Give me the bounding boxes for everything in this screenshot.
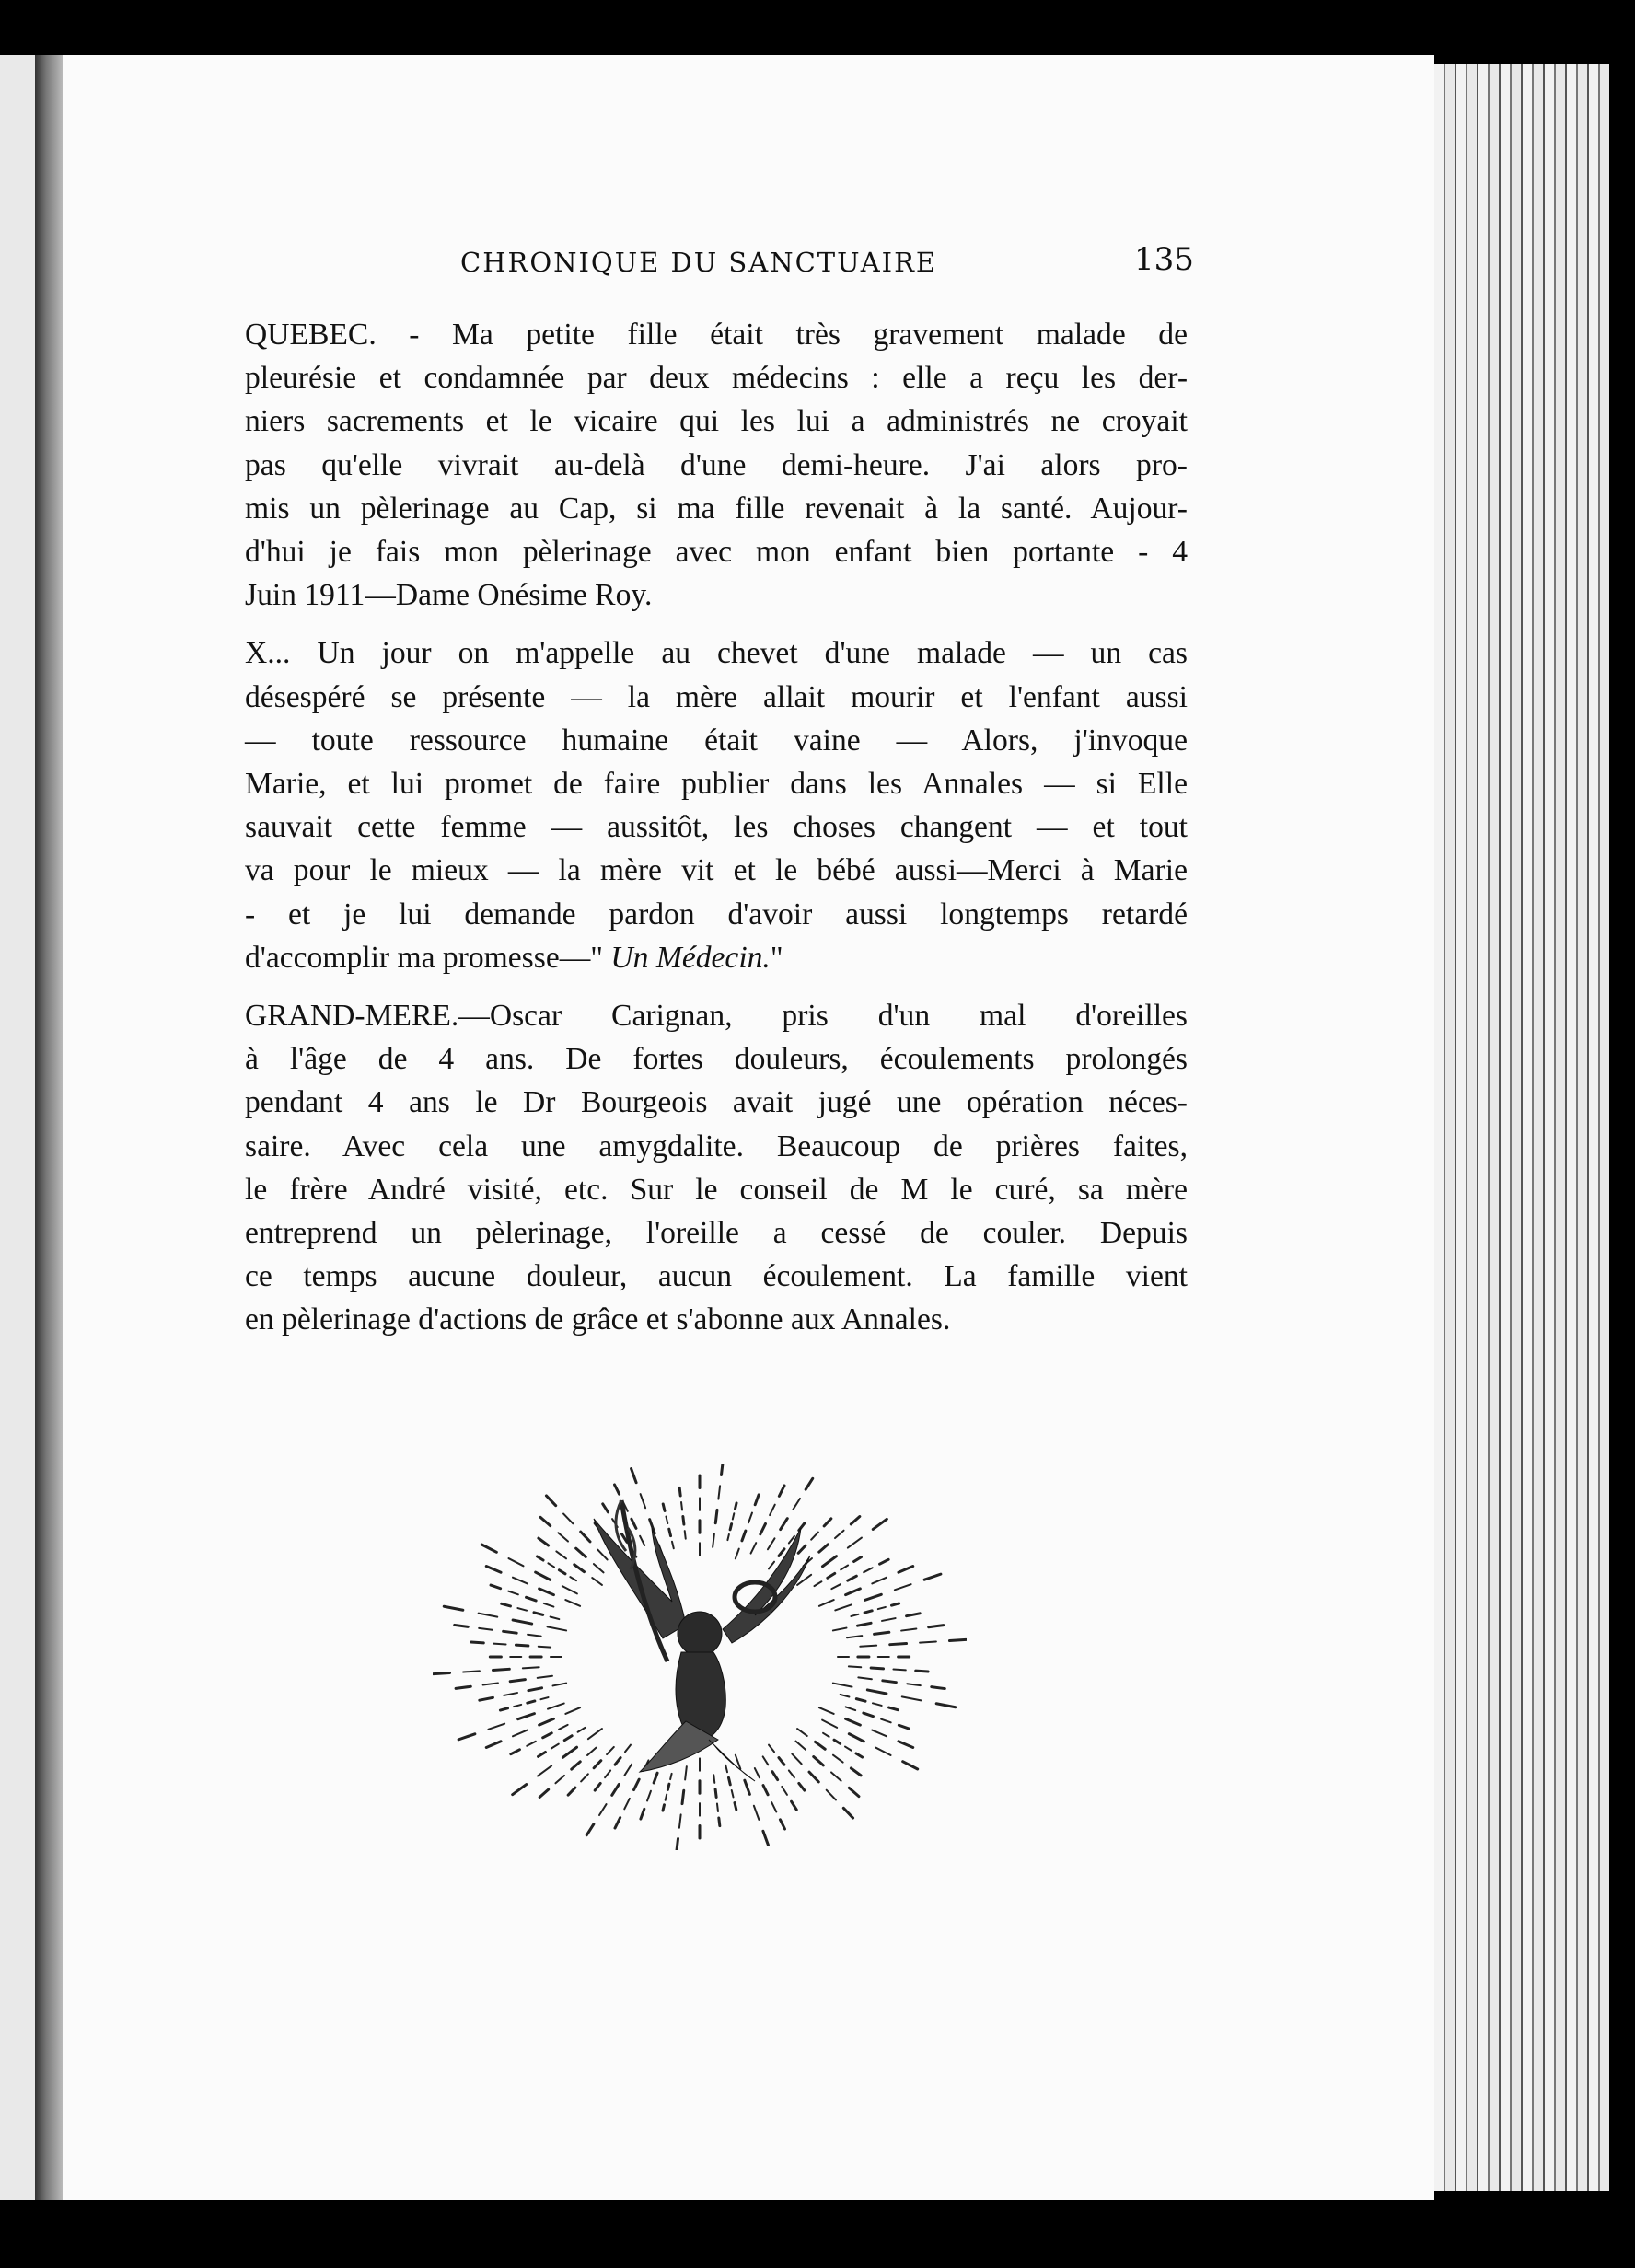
ray-dash (632, 1519, 636, 1528)
ray-dash (873, 1703, 882, 1706)
ray-dash (728, 1777, 730, 1784)
ray-dash (641, 1494, 646, 1508)
ray-dash (717, 1803, 718, 1811)
ray-dash (833, 1628, 847, 1631)
ray-dash (881, 1719, 891, 1723)
text-line: Juin 1911—Dame Onésime Roy. (245, 578, 653, 613)
ray-dash (513, 1785, 527, 1795)
ray-dash (514, 1705, 521, 1707)
ray-dash (500, 1708, 507, 1710)
ray-dash (568, 1788, 575, 1795)
paragraph-grand-mere (204, 994, 1188, 1342)
text-line: va pour le mieux — la mère vit et le bébé aussi—Merci à Marie (245, 853, 1188, 888)
ray-dash (572, 1762, 581, 1769)
ray-dash (510, 1680, 525, 1682)
ray-dash (539, 1718, 554, 1725)
ray-dash (588, 1729, 602, 1739)
ray-dash (603, 1504, 609, 1512)
ray-dash (666, 1517, 667, 1523)
ray-dash (831, 1584, 841, 1589)
ray-dash (544, 1603, 554, 1607)
ray-dash (819, 1707, 834, 1714)
ray-dash (857, 1623, 871, 1626)
ray-dash (763, 1756, 769, 1765)
ray-dash (574, 1565, 585, 1572)
ray-dash (479, 1628, 493, 1630)
paragraph-quebec (204, 313, 1188, 617)
ray-dash (872, 1730, 887, 1737)
ray-dash (851, 1614, 858, 1616)
ray-dash (486, 1742, 501, 1748)
ray-dash (563, 1514, 573, 1524)
ray-dash (848, 1576, 857, 1580)
ray-dash (779, 1549, 784, 1556)
ray-dash (562, 1747, 576, 1757)
ray-dash (463, 1671, 480, 1672)
ray-dash (548, 1626, 567, 1630)
ray-dash (770, 1505, 775, 1515)
ray-dash (760, 1523, 766, 1533)
ray-dash (513, 1578, 528, 1584)
ray-dash (843, 1808, 852, 1818)
text-line: pendant 4 ans le Dr Bourgeois avait jugé une opération néces- (245, 1085, 1188, 1120)
ray-dash (899, 1742, 913, 1748)
ray-dash (679, 1814, 681, 1827)
ray-dash (769, 1562, 774, 1569)
text-line: - et je lui demande pardon d'avoir aussi longtemps retardé (245, 897, 1188, 932)
ray-dash (819, 1600, 834, 1606)
text-line: QUEBEC. - Ma petite fille était très gravement malade de (245, 318, 1188, 352)
ray-dash (672, 1542, 674, 1548)
ray-dash (458, 1734, 475, 1740)
ray-dash (860, 1646, 876, 1647)
ray-dash (895, 1584, 911, 1590)
ray-dash (849, 1734, 864, 1742)
ray-dash (780, 1820, 784, 1829)
ray-dash (539, 1647, 551, 1648)
ray-dash (543, 1733, 552, 1738)
ray-dash (727, 1534, 728, 1540)
ray-dash (893, 1670, 905, 1671)
text-line: pas qu'elle vivrait au-delà d'une demi-heure. J'ai alors pro- (245, 447, 1188, 482)
ray-dash (667, 1784, 668, 1789)
ray-dash (732, 1790, 734, 1797)
ray-dash (670, 1774, 671, 1779)
ray-dash (540, 1697, 548, 1699)
ray-dash (841, 1566, 848, 1570)
ray-dash (873, 1519, 887, 1529)
ray-dash (551, 1616, 560, 1619)
ray-dash (715, 1789, 716, 1798)
signature-italic: Un Médecin. (603, 940, 771, 975)
ray-dash (742, 1531, 746, 1541)
ray-dash (481, 1545, 496, 1552)
ray-dash (875, 1748, 890, 1755)
ray-dash (483, 1683, 498, 1684)
ray-dash (679, 1487, 680, 1496)
paragraph-medecin (204, 631, 1188, 979)
ray-dash (878, 1607, 886, 1609)
ray-dash (715, 1510, 717, 1522)
ray-dash (833, 1684, 852, 1687)
ray-dash (597, 1550, 607, 1560)
ray-dash (640, 1536, 644, 1545)
ray-dash (605, 1770, 610, 1777)
ray-dash (683, 1517, 684, 1525)
ray-dash (632, 1469, 637, 1483)
ray-dash (736, 1549, 739, 1559)
ray-dash (833, 1755, 843, 1763)
ray-dash (666, 1794, 667, 1799)
ray-dash (902, 1696, 922, 1700)
ray-dash (534, 1613, 543, 1615)
text-line: ce temps aucune douleur, aucun écoulement. La famille vient (245, 1259, 1188, 1294)
ray-dash (455, 1625, 469, 1626)
ray-dash (559, 1570, 565, 1574)
ray-dash (771, 1802, 776, 1811)
ray-dash (595, 1783, 600, 1790)
ray-dash (936, 1704, 956, 1707)
ray-dash (540, 1517, 551, 1525)
ray-dash (539, 1538, 549, 1545)
ray-dash (624, 1799, 630, 1809)
scan-border-right (1609, 0, 1635, 2268)
ray-dash (755, 1495, 759, 1505)
ray-dash (789, 1770, 794, 1777)
ray-dash (828, 1573, 835, 1578)
ray-dash (578, 1728, 586, 1732)
ray-dash (713, 1533, 714, 1546)
ray-dash (508, 1558, 523, 1566)
ray-dash (806, 1478, 813, 1489)
ray-dash (504, 1631, 517, 1633)
ray-dash (538, 1765, 551, 1776)
ray-dash (772, 1772, 778, 1780)
ray-dash (730, 1524, 731, 1530)
ray-dash (570, 1577, 576, 1580)
ray-dash (719, 1818, 720, 1826)
ray-dash (899, 1567, 913, 1573)
ray-dash (875, 1632, 889, 1634)
ray-dash (516, 1645, 528, 1646)
ray-dash (456, 1686, 470, 1688)
signature-prefix: d'accomplir ma promesse—" (245, 940, 604, 975)
ray-dash (607, 1747, 614, 1754)
ray-dash (548, 1704, 564, 1709)
ray-dash (539, 1589, 554, 1595)
ray-dash (856, 1699, 865, 1702)
ray-dash (872, 1578, 887, 1584)
ray-dash (612, 1784, 620, 1795)
ray-dash (511, 1750, 520, 1754)
ray-dash (795, 1742, 806, 1750)
ray-dash (748, 1513, 752, 1523)
ray-dash (586, 1824, 594, 1835)
ray-dash (564, 1736, 572, 1741)
ray-dash (871, 1668, 883, 1669)
body-text (204, 313, 1188, 1357)
ray-dash (891, 1603, 899, 1605)
ray-dash (814, 1581, 821, 1586)
ray-dash (528, 1688, 542, 1691)
ray-dash (518, 1714, 535, 1719)
ray-dash (594, 1564, 604, 1572)
ray-dash (901, 1628, 916, 1630)
angel-vignette-icon (433, 1464, 967, 1850)
ray-dash (924, 1574, 941, 1580)
text-line: le frère André visité, etc. Sur le conseil de M le curé, sa mère (245, 1172, 1188, 1207)
ray-dash (816, 1742, 826, 1749)
ray-dash (847, 1636, 862, 1637)
ray-dash (851, 1517, 860, 1524)
ray-dash (663, 1805, 664, 1811)
ray-dash (864, 1568, 873, 1572)
ray-dash (663, 1504, 665, 1510)
ray-dash (865, 1594, 882, 1600)
ray-dash (769, 1745, 774, 1753)
ray-dash (793, 1498, 800, 1510)
ray-dash (491, 1585, 501, 1589)
ray-dash (471, 1642, 483, 1643)
ray-dash (634, 1779, 640, 1789)
ray-dash (594, 1761, 601, 1768)
ray-dash (523, 1667, 539, 1668)
ray-dash (624, 1765, 632, 1776)
ray-dash (763, 1831, 769, 1845)
ray-dash (685, 1766, 687, 1779)
ray-dash (444, 1606, 463, 1610)
ray-dash (587, 1748, 597, 1755)
ray-dash (751, 1543, 757, 1553)
ray-dash (681, 1502, 682, 1510)
ray-dash (553, 1684, 567, 1686)
ray-dash (615, 1818, 620, 1828)
ray-dash (824, 1519, 831, 1526)
ray-dash (799, 1523, 805, 1531)
ray-dash (735, 1803, 736, 1810)
ray-dash (811, 1533, 818, 1540)
ray-dash (819, 1545, 829, 1552)
text-line: — toute ressource humaine était vaine — Alors, j'invoque (245, 723, 1188, 758)
ray-dash (822, 1556, 836, 1567)
ray-dash (849, 1788, 859, 1796)
ray-dash (559, 1725, 568, 1730)
ray-dash (592, 1578, 602, 1585)
ray-dash (846, 1707, 856, 1710)
ray-dash (480, 1697, 493, 1700)
ray-dash (479, 1614, 498, 1617)
ray-dash (835, 1604, 852, 1610)
ray-dash (548, 1563, 554, 1567)
ray-dash (907, 1684, 921, 1685)
ray-dash (536, 1572, 551, 1580)
text-line: désespéré se présente — la mère allait mourir et l'enfant aussi (245, 679, 1188, 714)
facing-page-edge (0, 55, 35, 2200)
ray-dash (822, 1720, 837, 1728)
ray-dash (493, 1669, 509, 1670)
ray-dash (493, 1644, 505, 1645)
ray-dash (641, 1809, 644, 1819)
ray-dash (718, 1486, 720, 1498)
ray-dash (615, 1485, 620, 1494)
ray-dash (907, 1614, 921, 1616)
ray-dash (846, 1589, 861, 1595)
ray-dash (539, 1789, 549, 1797)
ray-dash (581, 1774, 588, 1781)
ray-dash (841, 1695, 850, 1697)
ray-dash (755, 1768, 760, 1777)
ray-dash (932, 1687, 945, 1689)
ray-dash (669, 1529, 671, 1535)
text-line: en pèlerinage d'actions de grâce et s'abonne aux Annales. (245, 1302, 951, 1337)
ray-dash (555, 1776, 564, 1783)
ray-dash (854, 1557, 862, 1562)
ray-dash (929, 1626, 944, 1627)
ray-dash (677, 1839, 678, 1850)
ray-dash (814, 1757, 824, 1765)
ray-dash (527, 1597, 537, 1601)
ray-dash (779, 1758, 784, 1765)
ray-dash (903, 1762, 918, 1769)
ray-dash (880, 1559, 889, 1564)
ray-dash (851, 1768, 861, 1776)
ray-dash (488, 1724, 504, 1730)
ray-dash (556, 1551, 566, 1558)
ray-dash (846, 1718, 861, 1725)
ray-dash (889, 1707, 899, 1710)
ray-dash (920, 1641, 936, 1642)
ray-dash (551, 1744, 559, 1749)
ray-dash (721, 1464, 723, 1475)
ray-dash (599, 1804, 607, 1815)
ray-dash (537, 1556, 543, 1560)
ray-dash (797, 1729, 807, 1736)
ray-dash (615, 1758, 620, 1765)
ray-dash (849, 1666, 861, 1667)
ray-dash (745, 1780, 750, 1794)
text-line: sauvait cette femme — aussitôt, les choses changent — et tout (245, 810, 1188, 845)
ray-dash (685, 1531, 686, 1539)
ray-dash (576, 1548, 586, 1556)
ray-dash (513, 1620, 532, 1624)
ray-dash (827, 1790, 836, 1800)
ray-dash (848, 1538, 862, 1548)
ray-dash (625, 1745, 631, 1753)
text-line: Marie, et lui promet de faire publier dans les Annales — si Elle (245, 767, 1188, 802)
text-line: X... Un jour on m'appelle au chevet d'une malade — un cas (245, 636, 1188, 671)
text-line: saire. Avec cela une amygdalite. Beaucoup de prières faites, (245, 1128, 1188, 1163)
ray-dash (809, 1772, 818, 1782)
ray-dash (682, 1790, 684, 1803)
ray-dash (831, 1772, 841, 1780)
ray-dash (581, 1532, 590, 1542)
text-line (204, 936, 1188, 979)
ray-dash (565, 1707, 580, 1714)
page-stack-edge (1434, 64, 1609, 2191)
ray-dash (754, 1806, 760, 1820)
ray-dash (864, 1611, 872, 1613)
ray-dash (527, 1742, 536, 1746)
ray-dash (565, 1600, 580, 1606)
ray-dash (834, 1740, 841, 1743)
ray-dash (864, 1713, 874, 1717)
text-line: niers sacrements et le vicaire qui les lui a administrés ne croyait (245, 404, 1188, 439)
ray-dash (647, 1791, 651, 1801)
ray-dash (823, 1733, 829, 1737)
ray-dash (768, 1538, 775, 1549)
text-line: d'hui je fais mon pèlerinage avec mon enfant bien portante - 4 (245, 535, 1188, 570)
text-line: à l'âge de 4 ans. De fortes douleurs, écoulements prolongés (245, 1042, 1188, 1077)
ray-dash (899, 1725, 909, 1729)
ray-dash (798, 1545, 806, 1553)
ray-dash (949, 1639, 966, 1640)
ray-dash (504, 1693, 517, 1695)
ray-dash (782, 1787, 787, 1795)
ray-dash (867, 1690, 887, 1694)
ray-dash (654, 1773, 657, 1783)
text-line: mis un pèlerinage au Cap, si ma fille revenait à la santé. Aujour- (245, 491, 1188, 526)
book-gutter (35, 55, 63, 2200)
ray-dash (538, 1676, 552, 1678)
page-number: 135 (1134, 241, 1194, 278)
text-line: pleurésie et condamnée par deux médecins : elle a reçu les der- (245, 361, 1188, 396)
text-line: entreprend un pèlerinage, l'oreille a cessé de couler. Depuis (245, 1216, 1188, 1251)
ray-dash (517, 1608, 527, 1611)
ray-dash (508, 1591, 518, 1595)
ray-dash (434, 1672, 450, 1673)
ray-dash (713, 1775, 714, 1783)
ray-dash (513, 1730, 528, 1737)
ray-dash (845, 1747, 852, 1751)
ray-dash (792, 1801, 797, 1810)
ray-dash (528, 1635, 541, 1637)
ray-dash (882, 1618, 896, 1621)
ray-dash (883, 1681, 897, 1683)
ray-dash (562, 1586, 577, 1593)
ray-dash (486, 1567, 501, 1573)
ray-dash (916, 1671, 928, 1672)
ray-dash (799, 1783, 805, 1790)
ray-dash (558, 1533, 568, 1541)
ray-dash (858, 1677, 872, 1679)
ray-dash (539, 1752, 546, 1756)
ray-dash (546, 1496, 555, 1506)
ray-dash (781, 1519, 788, 1530)
ray-dash (528, 1701, 535, 1703)
running-title: CHRONIQUE DU SANCTUAIRE (460, 247, 938, 278)
text-line: GRAND-MERE.—Oscar Carignan, pris d'un mal d'oreilles (245, 999, 1188, 1034)
ray-dash (792, 1754, 801, 1765)
ray-dash (733, 1513, 734, 1519)
ray-dash (763, 1786, 768, 1795)
ray-dash (779, 1486, 784, 1496)
signature-suffix: " (770, 940, 783, 975)
ray-dash (856, 1753, 863, 1757)
ray-dash (890, 1644, 907, 1645)
ray-dash (725, 1765, 727, 1772)
ray-dash (502, 1603, 511, 1606)
ray-dash (835, 1531, 844, 1538)
